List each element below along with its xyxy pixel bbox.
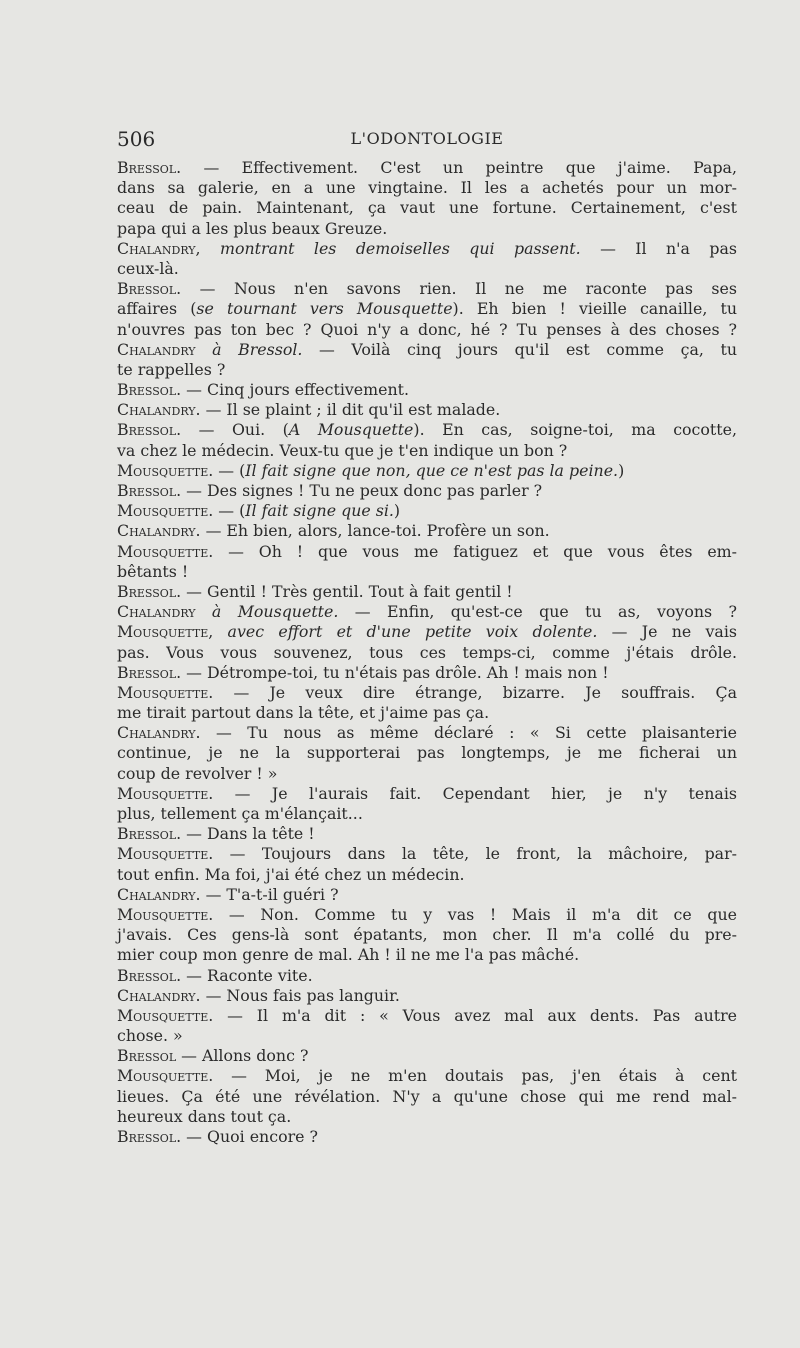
page-header bbox=[117, 127, 737, 151]
text-line: continue, je ne la supporterai pas longtemps, je me ficherai un bbox=[117, 743, 737, 763]
text-line: mier coup mon genre de mal. Ah ! il ne me l'a pas mâché. bbox=[117, 945, 580, 965]
text-line: me tirait partout dans la tête, et j'aime pas ça. bbox=[117, 703, 490, 723]
text-line: heureux dans tout ça. bbox=[117, 1106, 292, 1126]
text-line: Mousquette. — Moi, je ne m'en doutais pas, j'en étais à cent bbox=[117, 1066, 737, 1086]
text-line: Mousquette. — Je veux dire étrange, bizarre. Je souffrais. Ça bbox=[117, 682, 737, 702]
text-line: papa qui a les plus beaux Greuze. bbox=[117, 218, 388, 238]
speaker-name: Mousquette. bbox=[117, 1005, 214, 1025]
dialogue-text bbox=[117, 158, 737, 1147]
stage-direction: A Mousquette bbox=[288, 420, 414, 440]
text-line: Bressol. — Des signes ! Tu ne peux donc pas parler ? bbox=[117, 481, 543, 500]
speaker-name: Chalandry bbox=[117, 602, 196, 622]
speaker-name: Mousquette. bbox=[117, 1066, 214, 1086]
text-line: Mousquette. — (Il fait signe que si.) bbox=[117, 501, 401, 521]
running-title: L'ODONTOLOGIE bbox=[350, 129, 504, 148]
page-number: 506 bbox=[117, 127, 156, 151]
speaker-name: Mousquette. bbox=[117, 682, 214, 702]
text-line: j'avais. Ces gens-là sont épatants, mon cher. Il m'a collé du pre- bbox=[117, 925, 737, 945]
speaker-name: Bressol. bbox=[117, 581, 182, 601]
text-line: Bressol. — Oui. (A Mousquette). En cas, soigne-toi, ma cocotte, bbox=[117, 420, 737, 440]
speaker-name: Bressol. bbox=[117, 965, 182, 985]
speaker-name: Chalandry, bbox=[117, 238, 201, 258]
text-line: Chalandry. — Eh bien, alors, lance-toi. Profère un son. bbox=[117, 521, 550, 541]
text-line: n'ouvres pas ton bec ? Quoi n'y a donc, hé ? Tu penses à des choses ? bbox=[117, 319, 737, 339]
text-line: affaires (se tournant vers Mousquette). Eh bien ! vieille canaille, tu bbox=[117, 299, 737, 319]
speaker-name: Mousquette, bbox=[117, 622, 214, 642]
text-line: Chalandry. — Tu nous as même déclaré : « Si cette plaisanterie bbox=[117, 723, 737, 743]
speaker-name: Mousquette. bbox=[117, 844, 214, 864]
text-line: Bressol. — Effectivement. C'est un peintre que j'aime. Papa, bbox=[117, 158, 737, 177]
text-line: Bressol. — Dans la tête ! bbox=[117, 824, 315, 844]
text-line: Bressol. — Cinq jours effectivement. bbox=[117, 380, 410, 400]
speaker-name: Bressol. bbox=[117, 481, 182, 500]
speaker-name: Chalandry bbox=[117, 339, 196, 359]
speaker-name: Chalandry. bbox=[117, 400, 201, 420]
stage-direction: à Mousquette. bbox=[211, 602, 339, 622]
text-line: Bressol. — Raconte vite. bbox=[117, 965, 313, 985]
text-line: Chalandry. — T'a-t-il guéri ? bbox=[117, 884, 339, 904]
stage-direction: à Bressol. bbox=[212, 339, 303, 359]
speaker-name: Bressol. bbox=[117, 824, 182, 844]
text-line: Bressol — Allons donc ? bbox=[117, 1046, 309, 1066]
stage-direction: montrant les demoiselles qui passent. bbox=[219, 238, 581, 258]
text-line: Mousquette. — Il m'a dit : « Vous avez mal aux dents. Pas autre bbox=[117, 1005, 737, 1025]
text-line: coup de revolver ! » bbox=[117, 763, 278, 783]
text-line: Mousquette, avec effort et d'une petite voix dolente. — Je ne vais bbox=[117, 622, 737, 642]
text-line: Mousquette. — Non. Comme tu y vas ! Mais il m'a dit ce que bbox=[117, 904, 737, 924]
text-line: tout enfin. Ma foi, j'ai été chez un médecin. bbox=[117, 864, 465, 884]
stage-direction: Il fait signe que si. bbox=[245, 501, 394, 521]
text-line: dans sa galerie, en a une vingtaine. Il les a achetés pour un mor- bbox=[117, 178, 737, 198]
speaker-name: Chalandry. bbox=[117, 521, 201, 541]
text-line: Chalandry à Mousquette. — Enfin, qu'est-ce que tu as, voyons ? bbox=[117, 602, 737, 622]
stage-direction: avec effort et d'une petite voix dolente. bbox=[227, 622, 598, 642]
speaker-name: Bressol. bbox=[117, 662, 182, 682]
speaker-name: Mousquette. bbox=[117, 501, 214, 521]
text-line: lieues. Ça été une révélation. N'y a qu'une chose qui me rend mal- bbox=[117, 1086, 737, 1106]
text-line: Bressol. — Gentil ! Très gentil. Tout à fait gentil ! bbox=[117, 581, 513, 601]
text-line: te rappelles ? bbox=[117, 359, 226, 379]
speaker-name: Chalandry. bbox=[117, 723, 201, 743]
stage-direction: se tournant vers Mousquette bbox=[196, 299, 453, 319]
text-line: Bressol. — Quoi encore ? bbox=[117, 1127, 318, 1146]
speaker-name: Mousquette. bbox=[117, 460, 214, 480]
speaker-name: Bressol. bbox=[117, 1127, 182, 1146]
speaker-name: Bressol. bbox=[117, 158, 182, 177]
stage-direction: Il fait signe que non, que ce n'est pas la peine. bbox=[245, 460, 619, 480]
text-line: ceau de pain. Maintenant, ça vaut une fortune. Certainement, c'est bbox=[117, 198, 737, 218]
speaker-name: Mousquette. bbox=[117, 783, 214, 803]
text-line: bêtants ! bbox=[117, 561, 189, 581]
text-line: ceux-là. bbox=[117, 258, 179, 278]
speaker-name: Bressol. bbox=[117, 279, 182, 299]
text-line: plus, tellement ça m'élançait... bbox=[117, 804, 363, 823]
text-line: Mousquette. — Je l'aurais fait. Cependant hier, je n'y tenais bbox=[117, 783, 737, 803]
speaker-name: Bressol bbox=[117, 1046, 177, 1066]
text-line: Mousquette. — (Il fait signe que non, que ce n'est pas la peine.) bbox=[117, 460, 625, 480]
text-line: Mousquette. — Oh ! que vous me fatiguez et que vous êtes em- bbox=[117, 541, 737, 561]
speaker-name: Bressol. bbox=[117, 380, 182, 400]
speaker-name: Bressol. bbox=[117, 420, 182, 440]
text-line: va chez le médecin. Veux-tu que je t'en indique un bon ? bbox=[117, 440, 568, 460]
text-line: Mousquette. — Toujours dans la tête, le front, la mâchoire, par- bbox=[117, 844, 737, 864]
text-line: pas. Vous vous souvenez, tous ces temps-ci, comme j'étais drôle. bbox=[117, 642, 737, 662]
text-line: Chalandry, montrant les demoiselles qui passent. — Il n'a pas bbox=[117, 238, 737, 258]
speaker-name: Mousquette. bbox=[117, 541, 214, 561]
text-line: Bressol. — Détrompe-toi, tu n'étais pas drôle. Ah ! mais non ! bbox=[117, 662, 609, 682]
speaker-name: Chalandry. bbox=[117, 884, 201, 904]
text-line: Bressol. — Nous n'en savons rien. Il ne me raconte pas ses bbox=[117, 279, 737, 299]
text-line: Chalandry à Bressol. — Voilà cinq jours qu'il est comme ça, tu bbox=[117, 339, 737, 359]
text-line: chose. » bbox=[117, 1026, 183, 1046]
text-line: Chalandry. — Il se plaint ; il dit qu'il est malade. bbox=[117, 400, 501, 420]
text-line: Chalandry. — Nous fais pas languir. bbox=[117, 985, 400, 1005]
speaker-name: Mousquette. bbox=[117, 904, 214, 924]
speaker-name: Chalandry. bbox=[117, 985, 201, 1005]
